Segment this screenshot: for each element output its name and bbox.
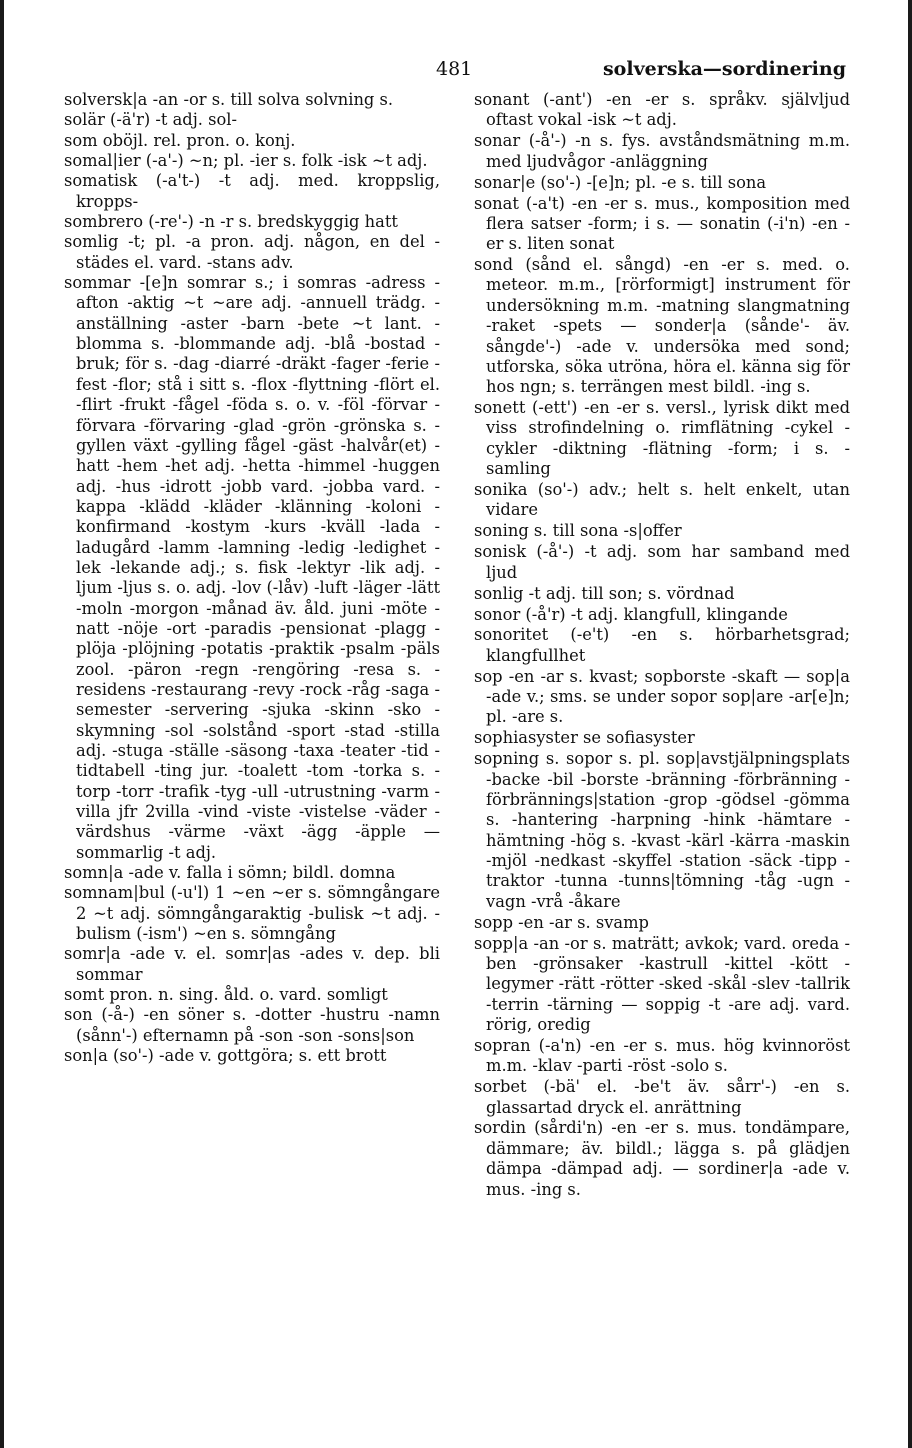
page-number: 481: [436, 58, 473, 80]
left-column: [64, 90, 440, 1067]
dictionary-entry: sophiasyster se sofiasyster: [474, 728, 695, 748]
dictionary-entry: sopning s. sopor s. pl. sop|avstjälpningsplats -backe -bil -borste -bränning -förbränning -förbrännings|station -grop -gödsel -gömma s. -hantering -harpning -hink -hämtare -hämtning -hög s. -kvast -kärl -kärra -maskin -mjöl -nedkast -skyffel -station -säck -tipp -traktor -tunna -tunns|tömning -tåg -ugn -vagn -vrå -åkare: [474, 749, 850, 911]
dictionary-entry: sop -en -ar s. kvast; sopborste -skaft — sop|a -ade v.; sms. se under sopor sop|are -ar[e]n; pl. -are s.: [474, 666, 850, 727]
dictionary-entry: sombrero (-re'-) -n -r s. bredskyggig hatt: [64, 212, 398, 232]
dictionary-entry: sonisk (-å'-) -t adj. som har samband med ljud: [474, 542, 850, 582]
dictionary-entry: sonat (-a't) -en -er s. mus., komposition med flera satser -form; i s. — sonatin (-i'n) -en -er s. liten sonat: [474, 193, 850, 254]
dictionary-entry: som oböjl. rel. pron. o. konj.: [64, 130, 296, 150]
dictionary-entry: somlig -t; pl. -a pron. adj. någon, en del -städes el. vard. -stans adv.: [64, 232, 440, 272]
dictionary-entry: sonlig -t adj. till son; s. vördnad: [474, 583, 735, 603]
dictionary-entry: sorbet (-bä' el. -be't äv. sårr'-) -en s. glassartad dryck el. anrättning: [474, 1077, 850, 1117]
dictionary-entry: sommar -[e]n somrar s.; i somras -adress -afton -aktig ~t ~are adj. -annuell trädg. -anställning -aster -barn -bete ~t lant. -blomma s. -blommande adj. -blå -bostad -bruk; för s. -dag -diarré -dräkt -fager -ferie -fest -flor; stå i sitt s. -flox -flyttning -flört el. -flirt -frukt -fågel -föda s. o. v. -föl -förvar -förvara -förvaring -glad -grön -grönska s. -gyllen växt -gylling fågel -gäst -halvår(et) -hatt -hem -het adj. -hetta -himmel -huggen adj. -hus -idrott -jobb vard. -jobba vard. -kappa -klädd -kläder -klänning -koloni -konfirmand -kostym -kurs -kväll -lada -ladugård -lamm -lamning -ledig -ledighet -lek -lekande adj.; s. fisk -lektyr -lik adj. -ljum -ljus s. o. adj. -lov (-låv) -luft -läger -lätt -moln -morgon -månad äv. åld. juni -möte -natt -nöje -ort -paradis -pensionat -plagg -plöja -plöjning -potatis -praktik -psalm -päls zool. -päron -regn -rengöring -resa s. -residens -restaurang -revy -rock -råg -saga -semester -servering -sjuka -skinn -sko -skymning -sol -solstånd -sport -stad -stilla adj. -stuga -ställe -säsong -taxa -teater -tid -tidtabell -ting jur. -toalett -tom -torka s. -torp -torr -trafik -tyg -ull -utrustning -varm -villa jfr 2villa -vind -viste -vistelse -väder -värdshus -värme -växt -ägg -äpple — sommarlig -t adj.: [64, 273, 440, 862]
dictionary-entry: son (-å-) -en söner s. -dotter -hustru -namn (sånn'-) efternamn på -son -son -sons|son: [64, 1005, 440, 1045]
dictionary-entry: soning s. till sona -s|offer: [474, 521, 682, 541]
dictionary-entry: sonar|e (so'-) -[e]n; pl. -e s. till sona: [474, 172, 767, 192]
dictionary-entry: sonor (-å'r) -t adj. klangfull, klingande: [474, 604, 788, 624]
dictionary-entry: solär (-ä'r) -t adj. sol-: [64, 110, 237, 130]
dictionary-entry: son|a (so'-) -ade v. gottgöra; s. ett brott: [64, 1046, 387, 1066]
dictionary-entry: somr|a -ade v. el. somr|as -ades v. dep. bli sommar: [64, 944, 440, 984]
dictionary-entry: somnam|bul (-u'l) 1 ~en ~er s. sömngångare 2 ~t adj. sömngångaraktig -bulisk ~t adj. -bulism (-ism') ~en s. sömngång: [64, 883, 440, 944]
dictionary-entry: somn|a -ade v. falla i sömn; bildl. domna: [64, 863, 396, 883]
dictionary-entry: sonika (so'-) adv.; helt s. helt enkelt, utan vidare: [474, 480, 850, 520]
dictionary-entry: sonoritet (-e't) -en s. hörbarhetsgrad; klangfullhet: [474, 625, 850, 665]
dictionary-entry: sonar (-å'-) -n s. fys. avståndsmätning m.m. med ljudvågor -anläggning: [474, 131, 850, 171]
dictionary-entry: solversk|a -an -or s. till solva solvning s.: [64, 90, 394, 109]
dictionary-entry: sordin (sårdi'n) -en -er s. mus. tondämpare, dämmare; äv. bildl.; lägga s. på glädjen dämpa -dämpad adj. — sordiner|a -ade v. mus. -ing s.: [474, 1118, 850, 1199]
dictionary-entry: sopp -en -ar s. svamp: [474, 912, 649, 932]
running-head: solverska—sordinering: [602, 58, 846, 80]
dictionary-entry: sopran (-a'n) -en -er s. mus. hög kvinnoröst m.m. -klav -parti -röst -solo s.: [474, 1035, 850, 1076]
dictionary-entry: sopp|a -an -or s. maträtt; avkok; vard. oreda -ben -grönsaker -kastrull -kittel -kött -legymer -rätt -rötter -sked -skål -slev -tallrik -terrin -tärning — soppig -t -are adj. vard. rörig, oredig: [474, 933, 850, 1034]
dictionary-entry: somatisk (-a't-) -t adj. med. kroppslig, kropps-: [64, 171, 440, 211]
dictionary-entry: sonant (-ant') -en -er s. språkv. självljud oftast vokal -isk ~t adj.: [474, 90, 850, 130]
dictionary-entry: somal|ier (-a'-) ~n; pl. -ier s. folk -isk ~t adj.: [64, 151, 428, 171]
scan-edge-left: [0, 0, 4, 1448]
dictionary-entry: sonett (-ett') -en -er s. versl., lyrisk dikt med viss strofindelning o. rimflätning -cykel -cykler -diktning -flätning -form; i s. -samling: [474, 398, 850, 479]
scan-edge-right: [908, 0, 912, 1448]
dictionary-entry: sond (sånd el. sångd) -en -er s. med. o. meteor. m.m., [rörformigt] instrument för undersökning m.m. -matning slangmatning -raket -spets — sonder|a (sånde'- äv. sångde'-) -ade v. undersöka med sond; utforska, söka utröna, höra el. känna sig för hos ngn; s. terrängen mest bildl. -ing s.: [474, 255, 850, 397]
right-column: [474, 90, 850, 1200]
dictionary-entry: somt pron. n. sing. åld. o. vard. somligt: [64, 985, 388, 1005]
